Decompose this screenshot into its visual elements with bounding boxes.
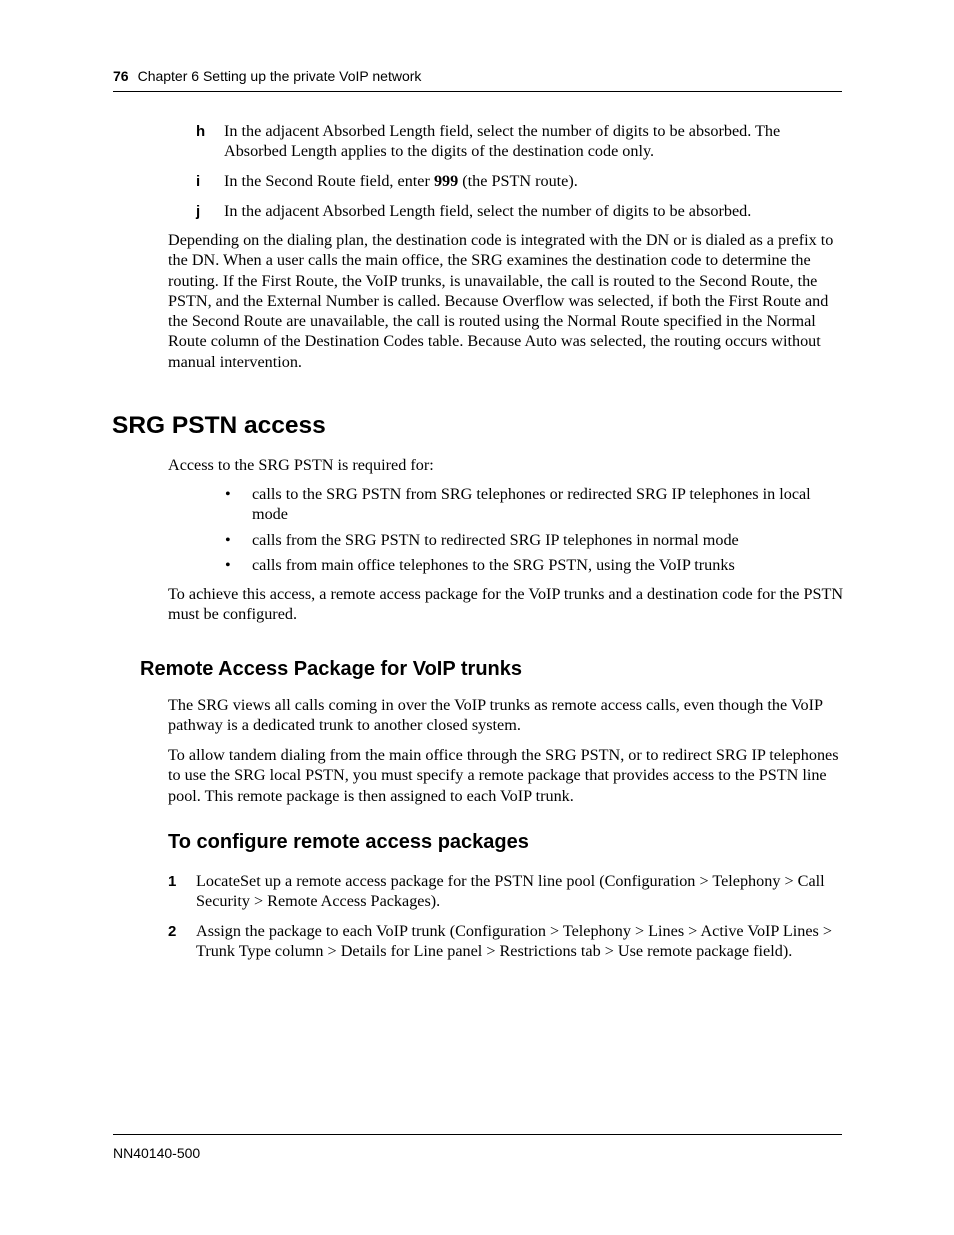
step-letter-i: i (196, 173, 201, 190)
bullet-item: calls from the SRG PSTN to redirected SRG IP telephones in normal mode (252, 531, 739, 549)
bullet-icon: • (225, 485, 231, 503)
configure-step-2: Assign the package to each VoIP trunk (Configuration > Telephony > Lines > Active VoIP Lines > Trunk Type column > Details for Line panel > Restrictions tab > Use remote package field). (196, 922, 833, 961)
header-rule (113, 91, 842, 92)
chapter-title: Chapter 6 Setting up the private VoIP network (137, 68, 422, 84)
remote-para-2: To allow tandem dialing from the main office through the SRG PSTN, or to redirect SRG IP telephones to use the SRG local PSTN, you must specify a remote package that provides access to the PSTN line pool. This remote package is then assigned to each VoIP trunk. (168, 746, 839, 805)
srg-lead: Access to the SRG PSTN is required for: (168, 456, 434, 474)
bullet-icon: • (225, 556, 231, 574)
heading-remote-access-package: Remote Access Package for VoIP trunks (140, 658, 523, 680)
step-letter-j: j (196, 203, 201, 220)
step-text-i-after: (the PSTN route). (458, 172, 578, 190)
bullet-item: calls to the SRG PSTN from SRG telephones or redirected SRG IP telephones in local mode (252, 485, 811, 524)
document-number: NN40140-500 (113, 1145, 201, 1161)
configure-step-1: LocateSet up a remote access package for the PSTN line pool (Configuration > Telephony > Call Security > Remote Access Packages). (196, 872, 825, 911)
route-number: 999 (433, 172, 459, 190)
bullet-item: calls from main office telephones to the SRG PSTN, using the VoIP trunks (252, 556, 735, 574)
page-number: 76 (113, 68, 129, 84)
step-text-i (224, 171, 844, 191)
step-text-j: In the adjacent Absorbed Length field, select the number of digits to be absorbed. (224, 202, 752, 220)
srg-closing: To achieve this access, a remote access package for the VoIP trunks and a destination code for the PSTN must be configured. (168, 585, 844, 624)
heading-configure-remote-access: To configure remote access packages (168, 831, 529, 853)
intro-paragraph: Depending on the dialing plan, the destination code is integrated with the DN or is dialed as a prefix to the DN. When a user calls the main office, the SRG examines the destination code to determine the routing. If the First Route, the VoIP trunks, is unavailable, the call is routed to the Second Route, the PSTN, and the External Number is called. Because Overflow was selected, if both the First Route and the Second Route are unavailable, the call is routed using the Normal Route specified in the Normal Route column of the Destination Codes table. Because Auto was selected, the routing occurs without manual intervention. (168, 231, 834, 371)
step-text-i-before: In the Second Route field, enter (224, 172, 434, 190)
remote-para-1: The SRG views all calls coming in over the VoIP trunks as remote access calls, even though the VoIP pathway is a dedicated trunk to another closed system. (168, 696, 823, 735)
step-text-h: In the adjacent Absorbed Length field, select the number of digits to be absorbed. The Absorbed Length applies to the digits of the destination code only. (224, 122, 781, 161)
heading-srg-pstn-access: SRG PSTN access (112, 412, 326, 439)
step-letter-h: h (196, 123, 206, 140)
footer-rule (113, 1134, 842, 1135)
running-header (113, 68, 421, 84)
step-number-1: 1 (168, 873, 177, 890)
step-number-2: 2 (168, 923, 177, 940)
bullet-icon: • (225, 531, 231, 549)
